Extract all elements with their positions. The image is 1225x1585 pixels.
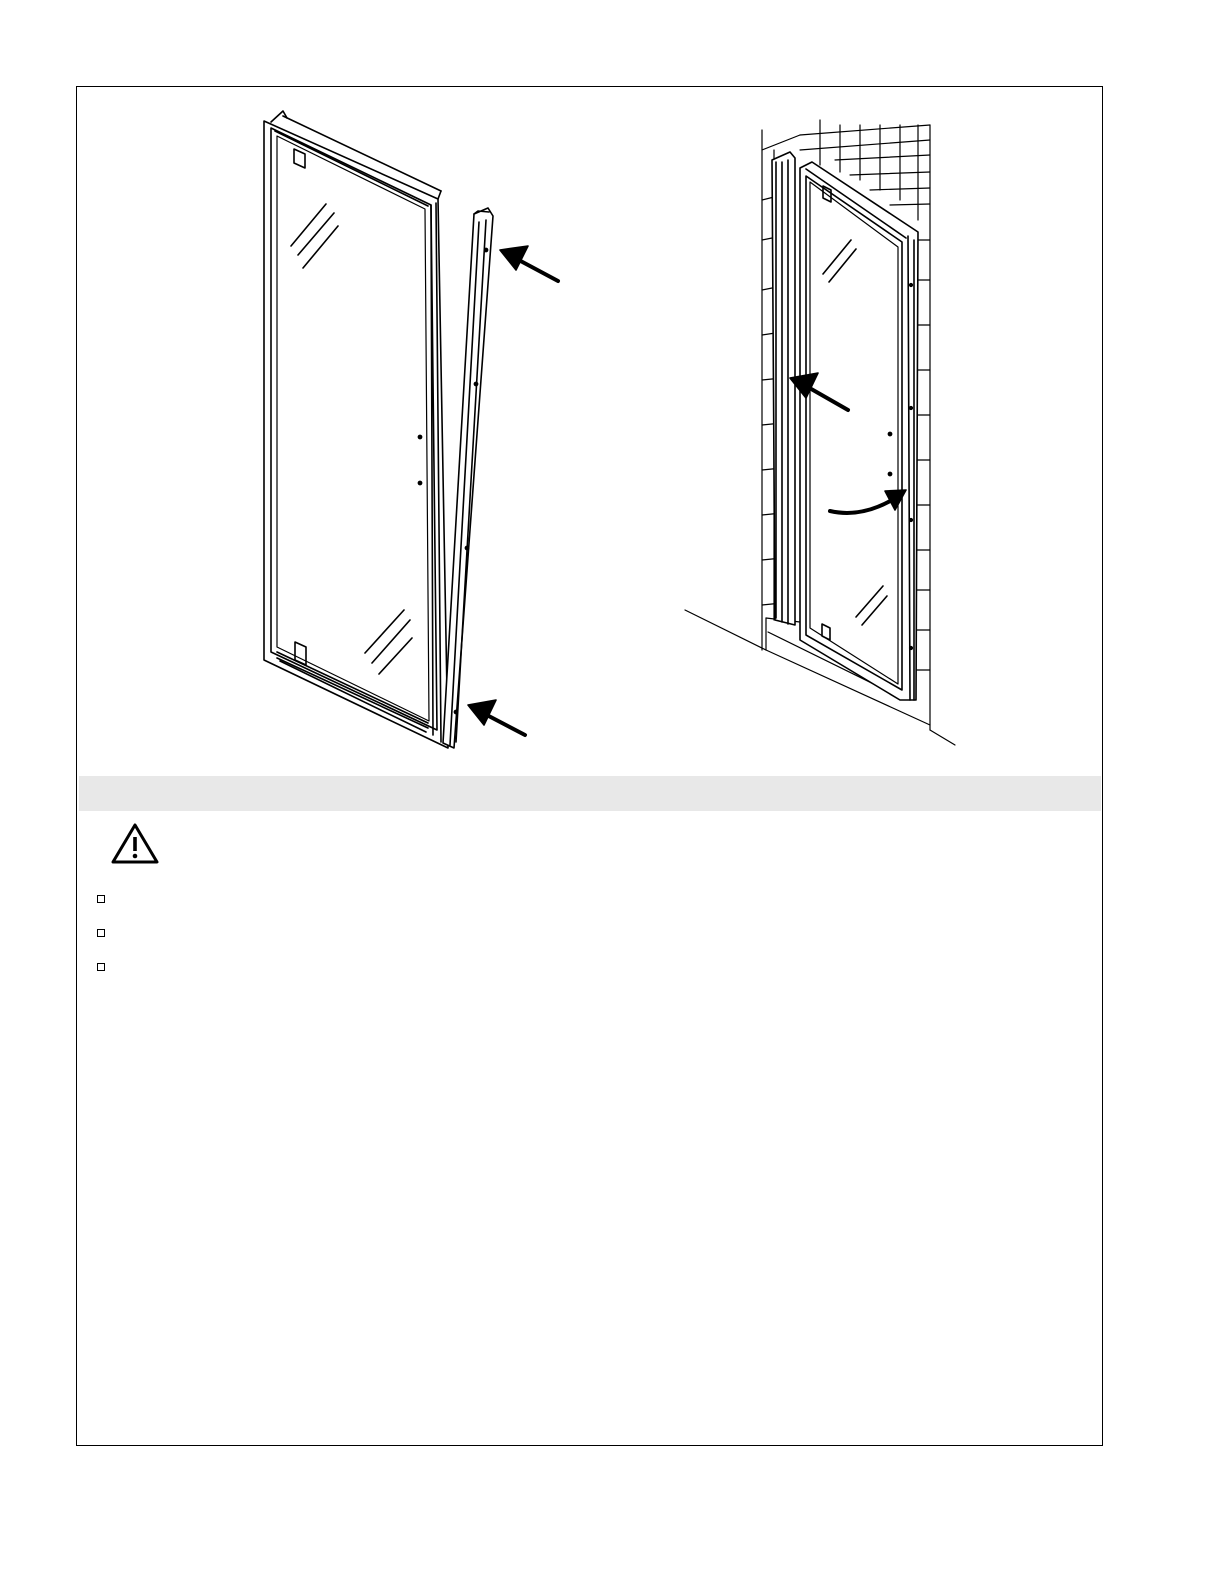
- door-panel-left: [264, 111, 448, 748]
- door-panel-right: [800, 162, 918, 700]
- checklist-checkbox: [97, 895, 105, 903]
- section-header-band: [79, 776, 1101, 811]
- installation-illustration: [0, 0, 1225, 780]
- warning-triangle-icon: [110, 822, 160, 866]
- arrow-icon: [500, 246, 558, 281]
- checklist-checkbox: [97, 929, 105, 937]
- checklist-checkbox: [97, 963, 105, 971]
- hinge-jamb-left: [443, 208, 493, 748]
- arrow-icon: [468, 700, 525, 735]
- wall-jamb-right: [772, 152, 795, 625]
